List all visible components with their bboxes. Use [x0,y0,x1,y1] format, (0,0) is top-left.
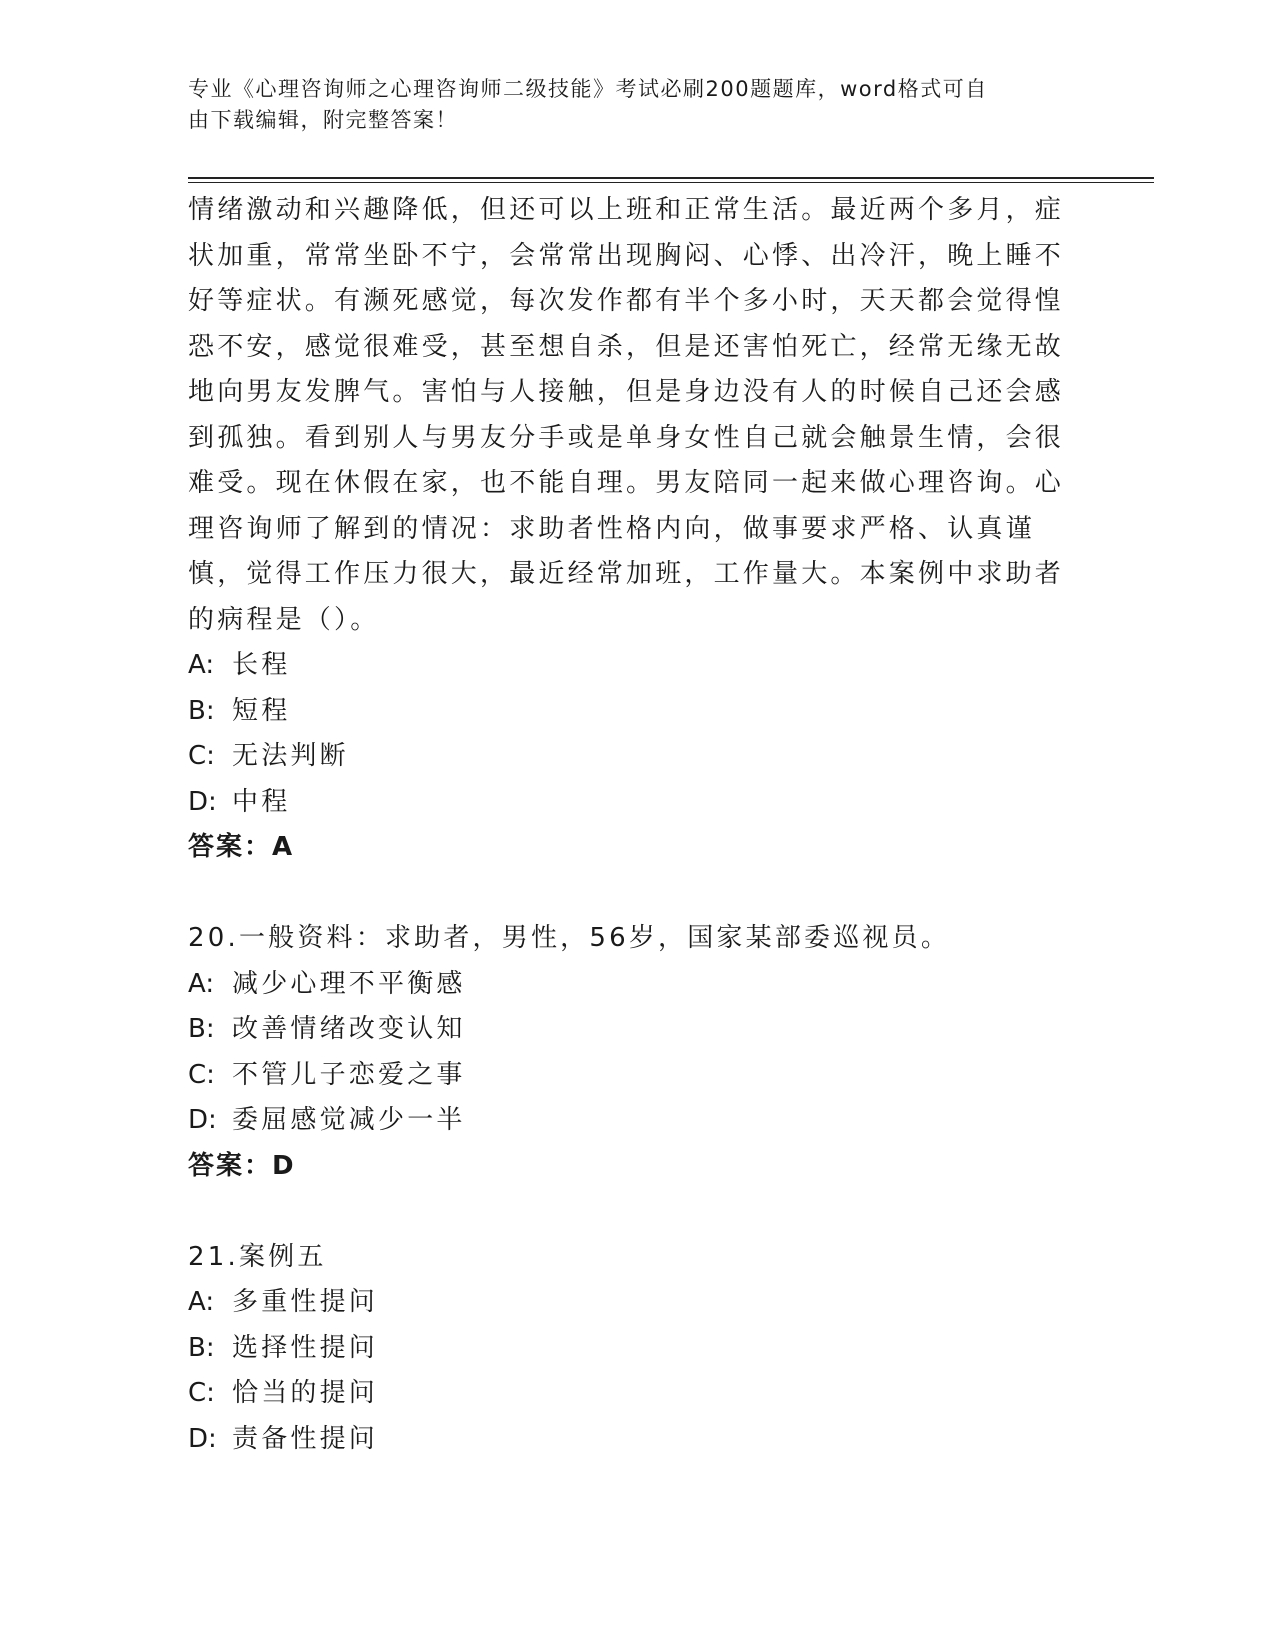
question-19 [188,188,1068,871]
question-stem: 21.案例五 [188,1241,327,1272]
answer-label: 答案：D [188,1150,296,1181]
header-rule-thin [188,182,1154,183]
spacer [188,871,1068,917]
option-c: C: 不管儿子恋爱之事 [188,1059,466,1090]
option-c: C: 无法判断 [188,741,349,771]
spacer [188,1189,1068,1235]
header-rule-thick [188,177,1154,179]
option-a: A: 多重性提问 [188,1287,379,1317]
document-header [188,74,1068,136]
question-21 [188,1235,1068,1463]
answer-label: 答案：A [188,832,295,862]
option-d: D: 责备性提问 [188,1423,379,1454]
option-c: C: 恰当的提问 [188,1378,379,1408]
question-20 [188,916,1068,1189]
header-title-line-1: 专业《心理咨询师之心理咨询师二级技能》考试必刷200题题库，word格式可自 [188,77,988,101]
option-b: B: 改善情绪改变认知 [188,1014,466,1044]
option-a: A: 减少心理不平衡感 [188,968,466,999]
header-title-line-2: 由下载编辑，附完整答案！ [188,108,458,132]
option-b: B: 选择性提问 [188,1332,379,1363]
question-stem: 20.一般资料：求助者，男性，56岁，国家某部委巡视员。 [188,923,951,953]
option-b: B: 短程 [188,695,291,726]
option-d: D: 委屈感觉减少一半 [188,1105,466,1135]
option-a: A: 长程 [188,650,291,680]
question-passage: 情绪激动和兴趣降低，但还可以上班和正常生活。最近两个多月，症状加重，常常坐卧不宁，会常常出现胸闷、心悸、出冷汗，晚上睡不好等症状。有濒死感觉，每次发作都有半个多小时，天天都会觉得惶恐不安，感觉很难受，甚至想自杀，但是还害怕死亡，经常无缘无故地向男友发脾气。害怕与人接触，但是身边没有人的时候自己还会感到孤独。看到别人与男友分手或是单身女性自己就会触景生情，会很难受。现在休假在家，也不能自理。男友陪同一起来做心理咨询。心理咨询师了解到的情况：求助者性格内向，做事要求严格、认真谨慎，觉得工作压力很大，最近经常加班，工作量大。本案例中求助者的病程是（）。 [188,195,1065,635]
document-body [188,188,1068,1462]
option-d: D: 中程 [188,786,291,817]
